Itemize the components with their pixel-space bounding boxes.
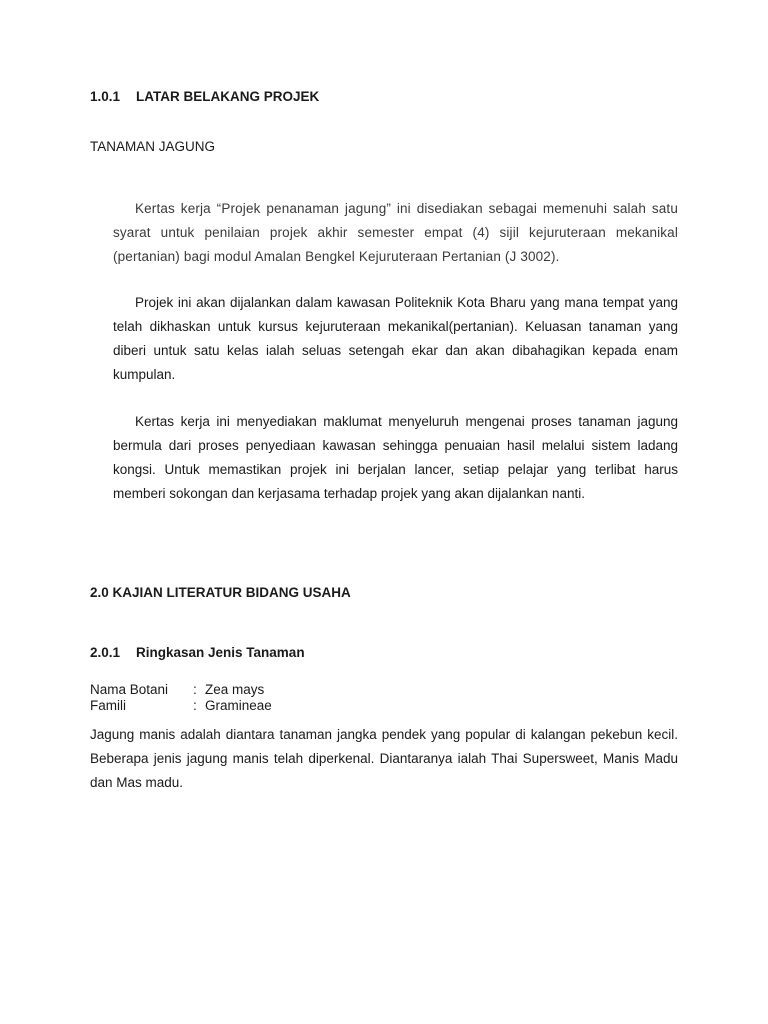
paragraph-2: Projek ini akan dijalankan dalam kawasan Politeknik Kota Bharu yang mana tempat yang telah dikhaskan untuk kursus kejuruteraan mekanikal(pertanian). Keluasan tanaman yang diberi untuk satu kelas ialah seluas setengah ekar dan akan dibahagikan kepada enam kumpulan. [113, 295, 678, 382]
section-subtitle: TANAMAN JAGUNG [90, 139, 216, 154]
paragraph-sweet-corn: Jagung manis adalah diantara tanaman jangka pendek yang popular di kalangan pekebun kecil. Beberapa jenis jagung manis telah diperkenal. Diantaranya ialah Thai Supersweet, Manis Madu dan Mas madu. [90, 727, 678, 790]
subsection-number: 2.0.1 [90, 645, 121, 660]
section-heading-1-0-1 [90, 89, 319, 104]
fact-row-botanical-name [90, 682, 264, 698]
section-heading-2-0-1 [90, 645, 305, 660]
fact-separator: : [193, 698, 197, 713]
paragraph-3: Kertas kerja ini menyediakan maklumat menyeluruh mengenai proses tanaman jagung bermula dari proses penyediaan kawasan sehingga penuaian hasil melalui sistem ladang kongsi. Untuk memastikan projek ini berjalan lancer, setiap pelajar yang terlibat harus memberi sokongan dan kerjasama terhadap projek yang akan dijalankan nanti. [113, 414, 678, 501]
paragraph-1: Kertas kerja “Projek penanaman jagung” ini disediakan sebagai memenuhi salah satu syarat untuk penilaian projek akhir semester empat (4) sijil kejuruteraan mekanikal (pertanian) bagi modul Amalan Bengkel Kejuruteraan Pertanian (J 3002). [113, 201, 678, 264]
fact-separator: : [193, 682, 197, 697]
section-title: LATAR BELAKANG PROJEK [136, 89, 320, 104]
fact-value: Gramineae [205, 698, 272, 713]
subsection-title: Ringkasan Jenis Tanaman [136, 645, 305, 660]
fact-label: Famili [90, 698, 126, 713]
section-heading-2-0: 2.0 KAJIAN LITERATUR BIDANG USAHA [90, 585, 351, 600]
section-number: 1.0.1 [90, 89, 121, 104]
fact-value: Zea mays [205, 682, 265, 697]
fact-row-family [90, 698, 272, 714]
fact-label: Nama Botani [90, 682, 169, 697]
